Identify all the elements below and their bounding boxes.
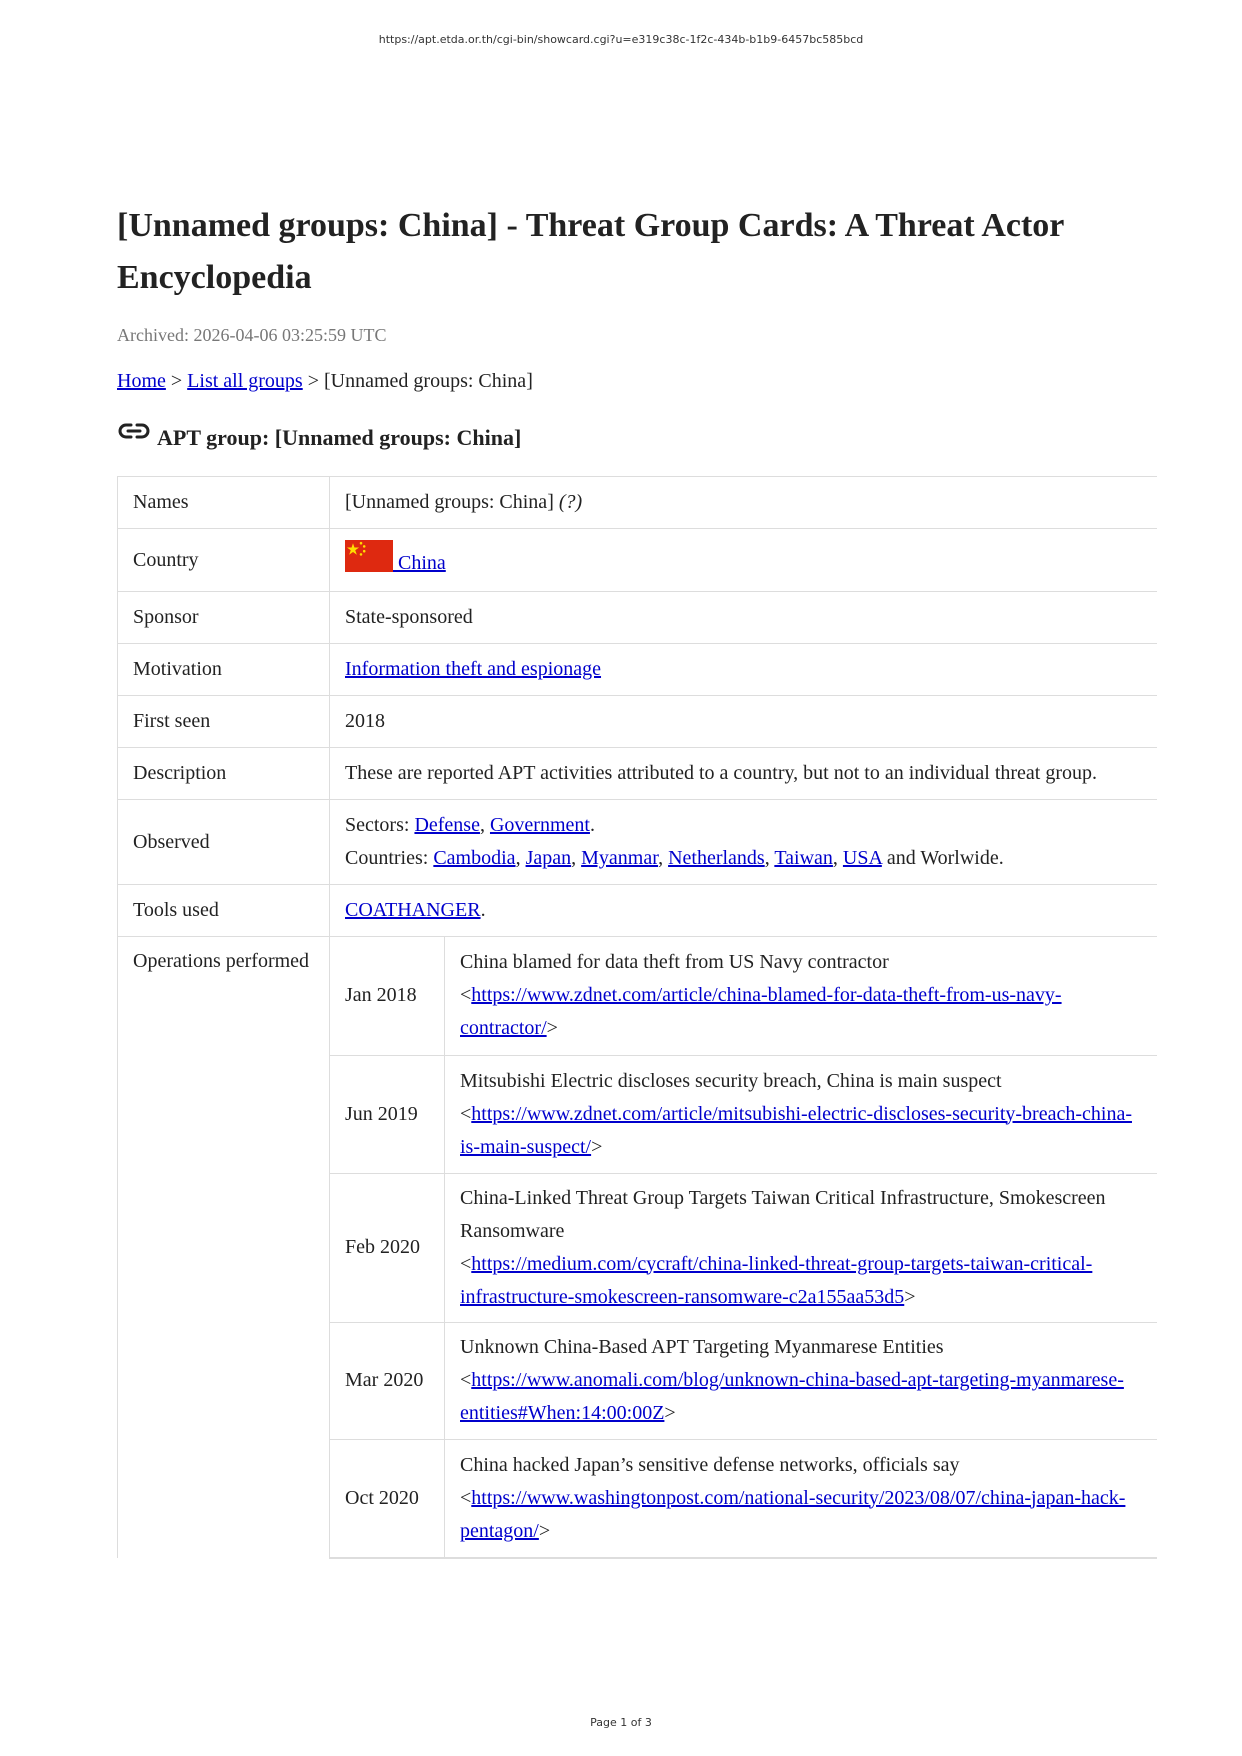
- operation-title: China blamed for data theft from US Navy contractor: [460, 951, 889, 974]
- operation-row: [330, 1322, 1157, 1439]
- section-heading: [117, 425, 1157, 451]
- countries-suffix: and Worlwide.: [881, 847, 1004, 869]
- first-seen-label: First seen: [118, 696, 330, 748]
- print-header-url: https://apt.etda.or.th/cgi-bin/showcard.cgi?u=e319c38c-1f2c-434b-b1b9-6457bc585bcd: [378, 33, 864, 46]
- china-flag-icon: [345, 540, 393, 572]
- archived-timestamp: Archived: 2026-04-06 03:25:59 UTC: [117, 325, 387, 345]
- operation-url[interactable]: https://www.zdnet.com/article/mitsubishi-electric-discloses-security-breach-china-is-main-suspect/: [460, 1102, 1132, 1158]
- table-row: [118, 885, 1158, 937]
- breadcrumb-current: [Unnamed groups: China]: [324, 370, 533, 392]
- breadcrumb-separator: >: [165, 370, 188, 392]
- operation-date: Mar 2020: [330, 1322, 445, 1439]
- operation-detail: China blamed for data theft from US Navy contractor <https://www.zdnet.com/article/china-blamed-for-data-theft-from-us-navy-contractor/>: [445, 937, 1158, 1055]
- country-filter-link[interactable]: Myanmar: [581, 847, 659, 869]
- sponsor-label: Sponsor: [118, 592, 330, 644]
- sponsor-value: State-sponsored: [330, 592, 1158, 644]
- description-value: These are reported APT activities attributed to a country, but not to an individual threat group.: [330, 748, 1158, 800]
- observed-label: Observed: [118, 800, 330, 885]
- operation-date: Jun 2019: [330, 1055, 445, 1173]
- section-title-text: APT group: [Unnamed groups: China]: [157, 425, 522, 450]
- motivation-label: Motivation: [118, 644, 330, 696]
- tools-label: Tools used: [118, 885, 330, 937]
- operation-detail: China-Linked Threat Group Targets Taiwan Critical Infrastructure, Smokescreen Ransomware <https://medium.com/cycraft/china-linked-threat-group-targets-taiwan-critical-infrastructure-smokescreen-ransomware-c2a155aa53d5>: [445, 1173, 1158, 1322]
- sectors-prefix: Sectors:: [345, 814, 415, 836]
- table-row: [118, 477, 1158, 529]
- observed-sectors: Sectors: Defense, Government.: [345, 814, 595, 836]
- description-label: Description: [118, 748, 330, 800]
- table-row: [118, 696, 1158, 748]
- operation-date: Feb 2020: [330, 1173, 445, 1322]
- country-filter-link[interactable]: Taiwan: [774, 847, 833, 869]
- operations-label: Operations performed: [118, 937, 330, 1559]
- operation-date: Jan 2018: [330, 937, 445, 1055]
- country-name: China: [393, 552, 446, 574]
- tool-link[interactable]: COATHANGER: [345, 899, 481, 921]
- motivation-value: [330, 644, 1158, 696]
- operation-title: China-Linked Threat Group Targets Taiwan Critical Infrastructure, Smokescreen Ransomware: [460, 1186, 1106, 1242]
- country-label: Country: [118, 529, 330, 592]
- country-link[interactable]: [345, 552, 446, 574]
- sector-link[interactable]: Defense: [414, 814, 480, 836]
- operation-row: [330, 1055, 1157, 1173]
- operations-value: [330, 937, 1158, 1559]
- operation-title: Mitsubishi Electric discloses security breach, China is main suspect: [460, 1069, 1002, 1092]
- names-text: [Unnamed groups: China]: [345, 491, 559, 513]
- operation-row: [330, 937, 1157, 1055]
- page-content: [117, 200, 1157, 1559]
- operation-url[interactable]: https://www.zdnet.com/article/china-blamed-for-data-theft-from-us-navy-contractor/: [460, 984, 1062, 1040]
- country-filter-link[interactable]: Netherlands: [668, 847, 765, 869]
- countries-prefix: Countries:: [345, 847, 434, 869]
- operation-detail: Mitsubishi Electric discloses security breach, China is main suspect <https://www.zdnet.com/article/mitsubishi-electric-discloses-security-breach-china-is-main-suspect/>: [445, 1055, 1158, 1173]
- operation-url[interactable]: https://www.anomali.com/blog/unknown-china-based-apt-targeting-myanmarese-entities#When:14:00:00Z: [460, 1369, 1124, 1424]
- names-label: Names: [118, 477, 330, 529]
- operation-title: China hacked Japan’s sensitive defense networks, officials say: [460, 1453, 960, 1476]
- country-filter-link[interactable]: Cambodia: [433, 847, 516, 869]
- table-row: [118, 592, 1158, 644]
- page-footer: Page 1 of 3: [590, 1716, 652, 1729]
- table-row: [118, 800, 1158, 885]
- operations-table: [330, 937, 1157, 1558]
- operation-detail: China hacked Japan’s sensitive defense networks, officials say <https://www.washingtonpost.com/national-security/2023/08/07/china-japan-hack-pentagon/>: [445, 1439, 1158, 1557]
- country-value: [330, 529, 1158, 592]
- table-row: [118, 937, 1158, 1559]
- first-seen-value: 2018: [330, 696, 1158, 748]
- breadcrumb-home-link[interactable]: Home: [117, 370, 166, 392]
- breadcrumb-separator: >: [302, 370, 324, 392]
- names-note: (?): [558, 491, 583, 513]
- operation-url[interactable]: https://www.washingtonpost.com/national-security/2023/08/07/china-japan-hack-pentagon/: [460, 1486, 1126, 1542]
- breadcrumb: [117, 370, 1157, 393]
- link-icon[interactable]: [117, 419, 151, 443]
- operation-row: [330, 1439, 1157, 1557]
- operation-title: Unknown China-Based APT Targeting Myanmarese Entities: [460, 1336, 944, 1358]
- table-row: [118, 644, 1158, 696]
- breadcrumb-list-link[interactable]: List all groups: [187, 370, 303, 392]
- country-filter-link[interactable]: Japan: [525, 847, 572, 869]
- country-filter-link[interactable]: USA: [842, 847, 882, 869]
- operation-row: [330, 1173, 1157, 1322]
- motivation-link[interactable]: Information theft and espionage: [345, 658, 602, 680]
- sector-link[interactable]: Government: [489, 814, 590, 836]
- operation-url[interactable]: https://medium.com/cycraft/china-linked-threat-group-targets-taiwan-critical-infrastructure-smokescreen-ransomware-c2a155aa53d5: [460, 1252, 1093, 1308]
- operation-date: Oct 2020: [330, 1439, 445, 1557]
- page-title: [Unnamed groups: China] - Threat Group Cards: A Threat Actor Encyclopedia: [117, 207, 1064, 296]
- table-row: [118, 529, 1158, 592]
- observed-countries: Countries: Cambodia, Japan, Myanmar, Netherlands, Taiwan, USA and Worlwide.: [345, 847, 1004, 869]
- table-row: [118, 748, 1158, 800]
- tools-value: COATHANGER.: [330, 885, 1158, 937]
- observed-value: [330, 800, 1158, 885]
- operation-detail: Unknown China-Based APT Targeting Myanmarese Entities <https://www.anomali.com/blog/unknown-china-based-apt-targeting-myanmarese-entities#When:14:00:00Z>: [445, 1322, 1158, 1439]
- names-value: [330, 477, 1158, 529]
- group-card-table: [117, 476, 1157, 1559]
